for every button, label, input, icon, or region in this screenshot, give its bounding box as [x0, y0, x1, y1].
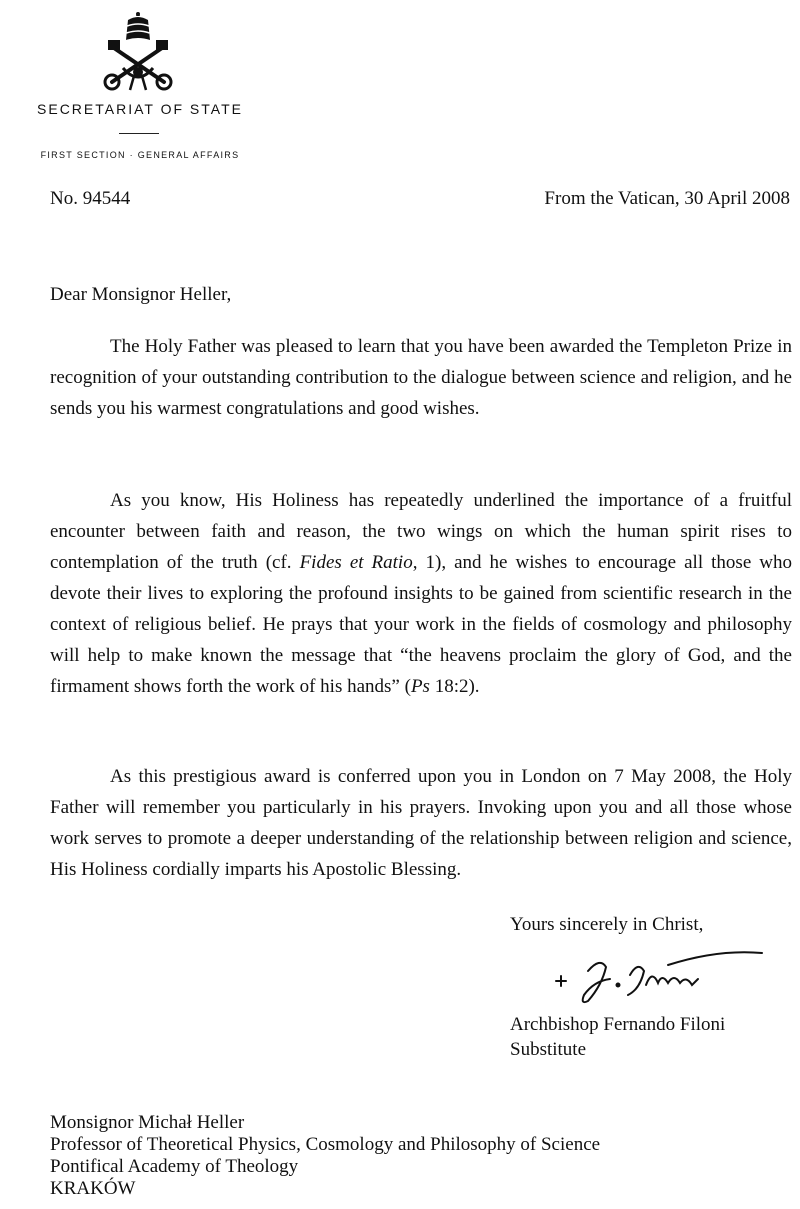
signer-name: Archbishop Fernando Filoni	[510, 1014, 726, 1035]
signer-title: Substitute	[510, 1039, 587, 1060]
body-paragraph-1: The Holy Father was pleased to learn that you have been awarded the Templeton Prize in recognition of your outstanding contribution to the dialogue between science and religion, and he sends you his warmest congratulations and good wishes.	[50, 336, 792, 419]
citation-fides-et-ratio: Fides et Ratio	[299, 552, 413, 573]
date-line: From the Vatican, 30 April 2008	[544, 188, 790, 209]
recipient-name: Monsignor Michał Heller	[50, 1112, 245, 1133]
recipient-address	[50, 1112, 600, 1200]
reference-number: No. 94544	[50, 188, 131, 209]
papal-coat-of-arms-icon	[98, 10, 178, 92]
closing: Yours sincerely in Christ,	[510, 914, 704, 935]
recipient-city: KRAKÓW	[50, 1178, 136, 1199]
office-section: FIRST SECTION · GENERAL AFFAIRS	[40, 150, 240, 160]
paragraph-text: As you know, His Holiness has repeatedly underlined the importance of a fruitful encounter between faith and reason, the two wings on which the human spirit rises to contemplation of the truth (cf.	[50, 490, 792, 573]
body-paragraph-3: As this prestigious award is conferred upon you in London on 7 May 2008, the Holy Father will remember you particularly in his prayers. Invoking upon you and all those whose work serves to promote a deeper understanding of the relationship between religion and science, His Holiness cordially imparts his Apostolic Blessing.	[50, 766, 792, 880]
paragraph-text: , 1), and he wishes to encourage all those who devote their lives to exploring the profound insights to be gained from scientific research in the context of religious belief. He prays that your work in the fields of cosmology and philosophy will help to make known the message that “the heavens proclaim the glory of God, and the firmament shows forth the work of his hands” (	[50, 552, 792, 697]
letterhead-divider	[119, 133, 159, 134]
recipient-institution: Pontifical Academy of Theology	[50, 1156, 299, 1177]
body-paragraph-2	[50, 485, 792, 702]
salutation: Dear Monsignor Heller,	[50, 284, 232, 305]
handwritten-signature	[548, 945, 768, 1005]
citation-psalms: Ps	[410, 676, 430, 697]
paragraph-text: 18:2).	[429, 676, 480, 697]
recipient-position: Professor of Theoretical Physics, Cosmology and Philosophy of Science	[50, 1134, 601, 1155]
office-name: SECRETARIAT OF STATE	[37, 101, 243, 117]
